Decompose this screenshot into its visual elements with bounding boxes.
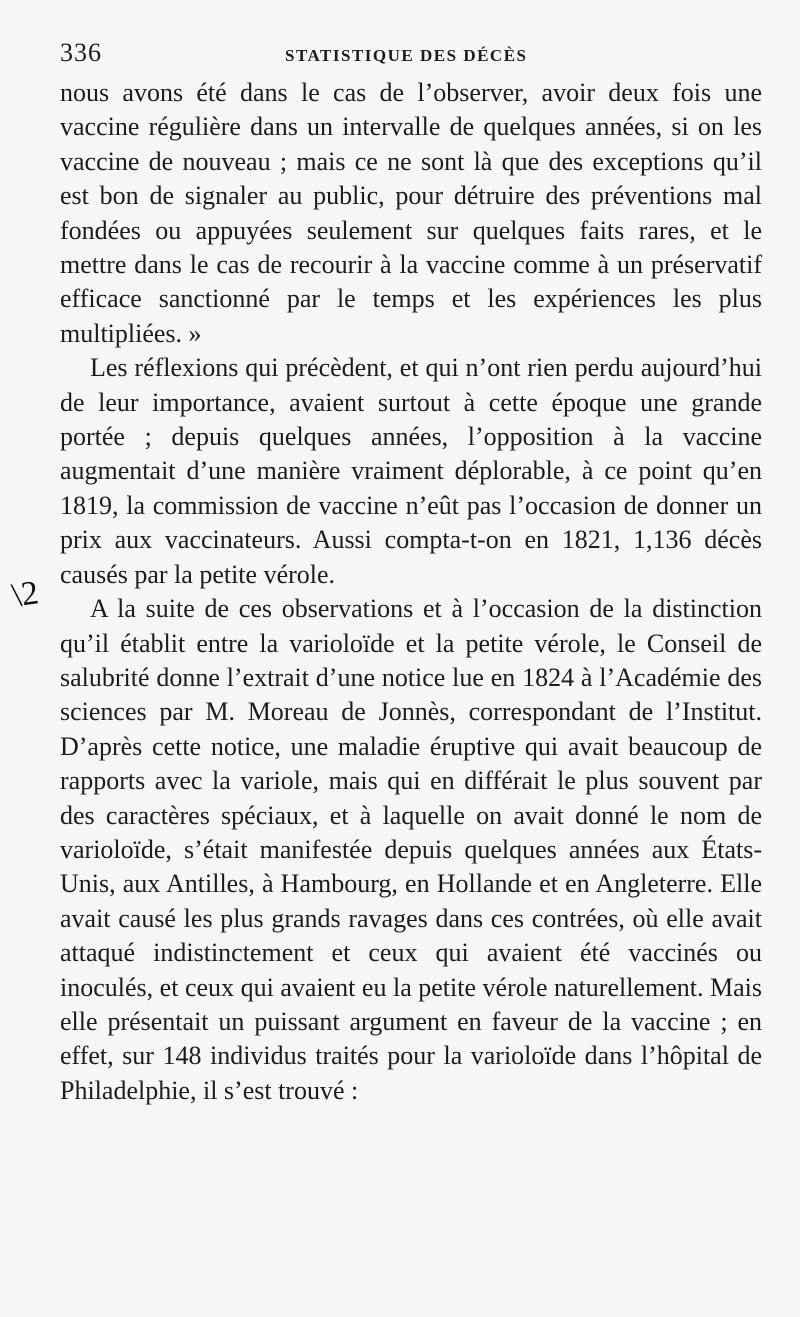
body-text	[60, 76, 762, 1108]
page-header	[60, 38, 760, 78]
paragraph-reflexions: Les réflexions qui précèdent, et qui n’ont rien perdu aujourd’hui de leur importance, avaient surtout à cette époque une grande portée ; depuis quelques années, l’opposition à la vaccine augmentait d’une manière vraiment déplorable, à ce point qu’en 1819, la commission de vaccine n’eût pas l’occasion de donner un prix aux vaccinateurs. Aussi compta-t-on en 1821, 1,136 décès causés par la petite vérole.	[60, 353, 762, 589]
paragraph-varioloide: A la suite de ces observations et à l’occasion de la distinction qu’il établit entre la varioloïde et la petite vérole, le Conseil de salubrité donne l’extrait d’une notice lue en 1824 à l’Académie des sciences par M. Moreau de Jonnès, correspondant de l’Institut. D’après cette notice, une maladie éruptive qui avait beaucoup de rapports avec la variole, mais qui en différait le plus souvent par des caractères spéciaux, et à laquelle on avait donné le nom de varioloïde, s’était manifestée depuis quelques années aux États-Unis, aux Antilles, à Hambourg, en Hollande et en Angleterre. Elle avait causé les plus grands ravages dans ces contrées, où elle avait attaqué indistinctement et ceux qui avaient été vaccinés ou inoculés, et ceux qui avaient eu la petite vérole naturellement. Mais elle présentait un puissant argument en faveur de la vaccine ; en effet, sur 148 individus traités pour la varioloïde dans l’hôpital de Philadelphie, il s’est trouvé :	[60, 594, 762, 1105]
handwritten-margin-mark: \2	[9, 574, 41, 615]
running-title: STATISTIQUE DES DÉCÈS	[285, 46, 528, 65]
page-number: 336	[60, 38, 102, 67]
paragraph-continuation: nous avons été dans le cas de l’observer, avoir deux fois une vaccine régulière dans un intervalle de quelques années, si on les vaccine de nouveau ; mais ce ne sont là que des exceptions qu’il est bon de signaler au public, pour détruire des préventions mal fondées ou appuyées seulement sur quelques faits rares, et le mettre dans le cas de recourir à la vaccine comme à un préservatif efficace sanctionné par le temps et les expériences les plus multipliées. »	[60, 78, 762, 348]
